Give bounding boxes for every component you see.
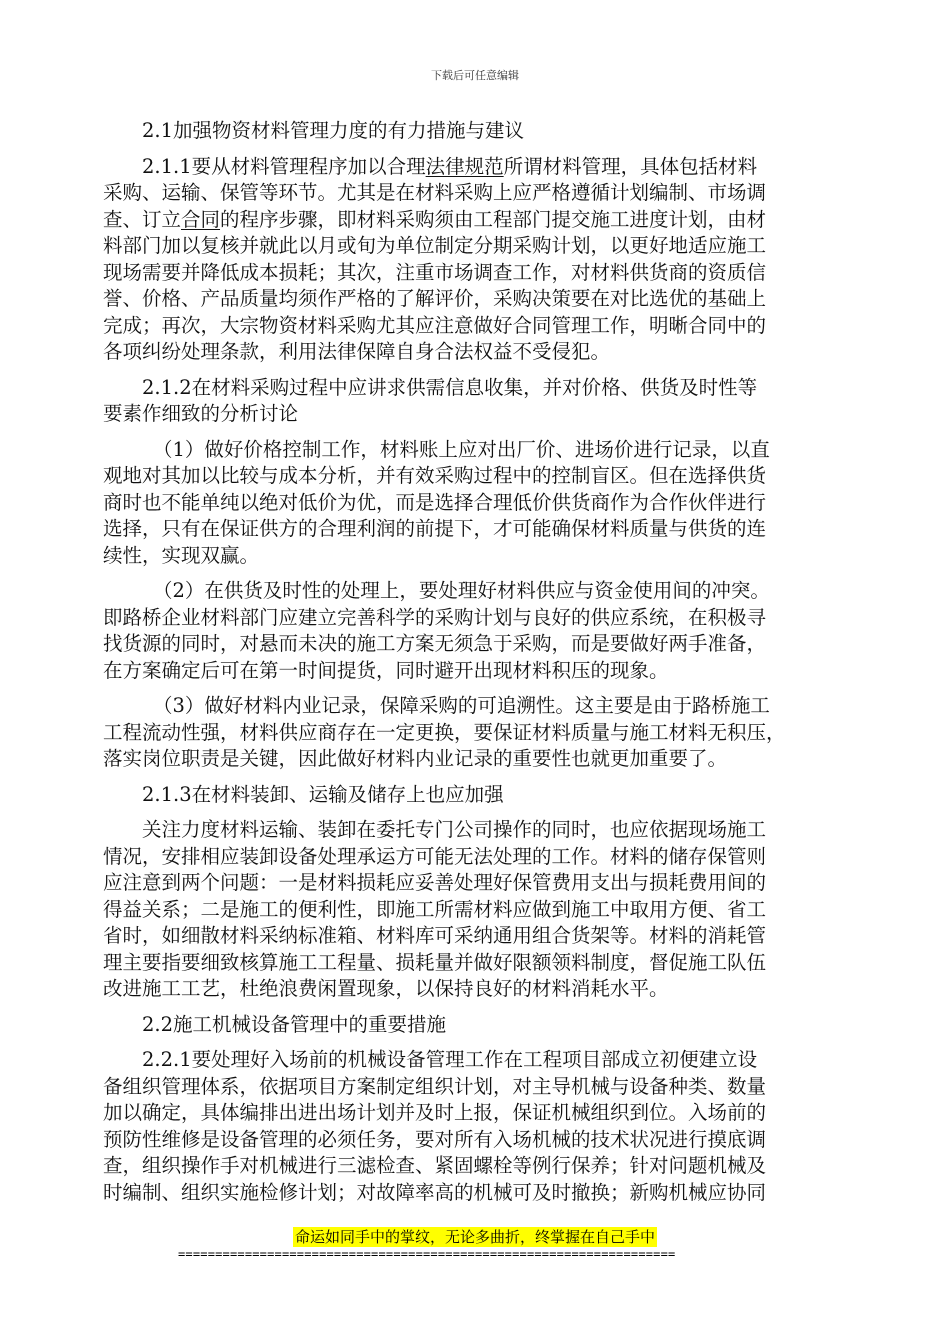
paragraph-line: 各项纠纷处理条款，利用法律保障自身合法权益不受侵犯。: [103, 340, 611, 363]
footer-separator-rule: ===================================================================: [178, 1247, 676, 1261]
paragraph-line: 落实岗位职责是关键，因此做好材料内业记录的重要性也就更加重要了。: [103, 747, 728, 770]
page-header-note: 下载后可任意编辑: [431, 69, 519, 82]
paragraph-line: 誉、价格、产品质量均须作严格的了解评价，采购决策要在对比选优的基础上: [103, 287, 767, 310]
paragraph-line: 得益关系；二是施工的便利性，即施工所需材料应做到施工中取用方便、省工: [103, 897, 767, 921]
paragraph-line: 情况，安排相应装卸设备处理承运方可能无法处理的工作。材料的储存保管则: [103, 844, 767, 868]
section-heading-2-2: 2.2施工机械设备管理中的重要措施: [142, 1012, 447, 1036]
paragraph-line: 预防性维修是设备管理的必须任务，要对所有入场机械的技术状况进行摸底调: [103, 1127, 767, 1151]
page-footer: [0, 1227, 950, 1247]
paragraph-line: 2.1.2在材料采购过程中应讲求供需信息收集，并对价格、供货及时性等: [142, 375, 758, 399]
paragraph-line: 完成；再次，大宗物资材料采购尤其应注意做好合同管理工作，明晰合同中的: [103, 313, 767, 337]
paragraph-line: （3）做好材料内业记录，保障采购的可追溯性。这主要是由于路桥施工: [153, 694, 770, 717]
paragraph-line: 要素作细致的分析讨论: [103, 402, 299, 425]
paragraph-line: 省时，如细散材料采纳标准箱、材料库可采纳通用组合货架等。材料的消耗管: [103, 924, 767, 947]
paragraph-line: 选择，只有在保证供方的合理利润的前提下，才可能确保材料质量与供货的连: [103, 517, 767, 540]
paragraph-line: 理主要指要细致核算施工工程量、损耗量并做好限额领料制度，督促施工队伍: [103, 950, 767, 974]
paragraph-line: 料部门加以复核并就此以月或旬为单位制定分期采购计划，以更好地适应施工: [103, 234, 767, 257]
paragraph-line: 改进施工工艺，杜绝浪费闲置现象，以保持良好的材料消耗水平。: [103, 977, 669, 1000]
section-heading-2-1: 2.1加强物资材料管理力度的有力措施与建议: [142, 119, 525, 142]
paragraph-2-1-1: [103, 154, 863, 366]
paragraph-line: （2）在供货及时性的处理上，要处理好材料供应与资金使用间的冲突。: [153, 579, 770, 602]
section-heading-2-1-3: 2.1.3在材料装卸、运输及储存上也应加强: [142, 782, 504, 806]
paragraph-line: 找货源的同时，对悬而未决的施工方案无须急于采购，而是要做好两手准备，: [103, 632, 767, 655]
paragraph-line: 商时也不能单纯以绝对低价为优，而是选择合理低价供货商作为合作伙伴进行: [103, 490, 767, 514]
paragraph-line: 即路桥企业材料部门应建立完善科学的采购计划与良好的供应系统，在积极寻: [103, 605, 767, 629]
paragraph-line: 工程流动性强，材料供应商存在一定更换，要保证材料质量与施工材料无积压，: [103, 720, 786, 744]
footer-motto: 命运如同手中的掌纹，无论多曲折，终掌握在自己手中: [294, 1228, 655, 1246]
paragraph-2-2-1: [103, 1047, 863, 1206]
paragraph-line: 备组织管理体系，依据项目方案制定组织计划，对主导机械与设备种类、数量: [103, 1074, 767, 1098]
paragraph-line: 查，组织操作手对机械进行三滤检查、紧固螺栓等例行保养；针对问题机械及: [103, 1154, 767, 1177]
paragraph-line: 2.2.1要处理好入场前的机械设备管理工作在工程项目部成立初便建立设: [142, 1048, 758, 1071]
paragraph-line: （1）做好价格控制工作，材料账上应对出厂价、进场价进行记录，以直: [153, 437, 770, 461]
document-body: [103, 118, 863, 1215]
paragraph-2-1-3-body: [103, 817, 863, 1003]
paragraph-2-1-2: [103, 375, 863, 428]
paragraph-line: 应注意到两个问题：一是材料损耗应妥善处理好保管费用支出与损耗费用间的: [103, 871, 767, 894]
paragraph-line: 在方案确定后可在第一时间提货，同时避开出现材料积压的现象。: [103, 658, 669, 682]
paragraph-line: [103, 207, 863, 234]
list-item-2: [103, 578, 863, 684]
paragraph-line: 现场需要并降低成本损耗；其次，注重市场调查工作，对材料供货商的资质信: [103, 260, 767, 284]
law-regulation-link[interactable]: 法律规范: [425, 154, 504, 178]
paragraph-line: 加以确定，具体编排出进出场计划并及时上报，保证机械组织到位。入场前的: [103, 1101, 767, 1124]
contract-link[interactable]: 合同: [181, 207, 221, 231]
paragraph-line: 采购、运输、保管等环节。尤其是在材料采购上应严格遵循计划编制、市场调: [103, 181, 767, 204]
paragraph-line: 观地对其加以比较与成本分析，并有效采购过程中的控制盲区。但在选择供货: [103, 464, 767, 487]
text-span: 2.1.1要从材料管理程序加以合理: [142, 154, 426, 178]
text-span: 所谓材料管理，具体包括材料: [503, 154, 758, 178]
paragraph-line: 关注力度材料运输、装卸在委托专门公司操作的同时，也应依据现场施工: [142, 818, 767, 841]
list-item-3: [103, 693, 863, 773]
paragraph-line: [103, 154, 863, 181]
text-span: 查、订立: [103, 207, 182, 231]
text-span: 的程序步骤，即材料采购须由工程部门提交施工进度计划，由材: [220, 207, 767, 231]
paragraph-line: 时编制、组织实施检修计划；对故障率高的机械可及时撤换；新购机械应协同: [103, 1180, 767, 1204]
list-item-1: [103, 437, 863, 570]
paragraph-line: 续性，实现双赢。: [103, 543, 260, 567]
